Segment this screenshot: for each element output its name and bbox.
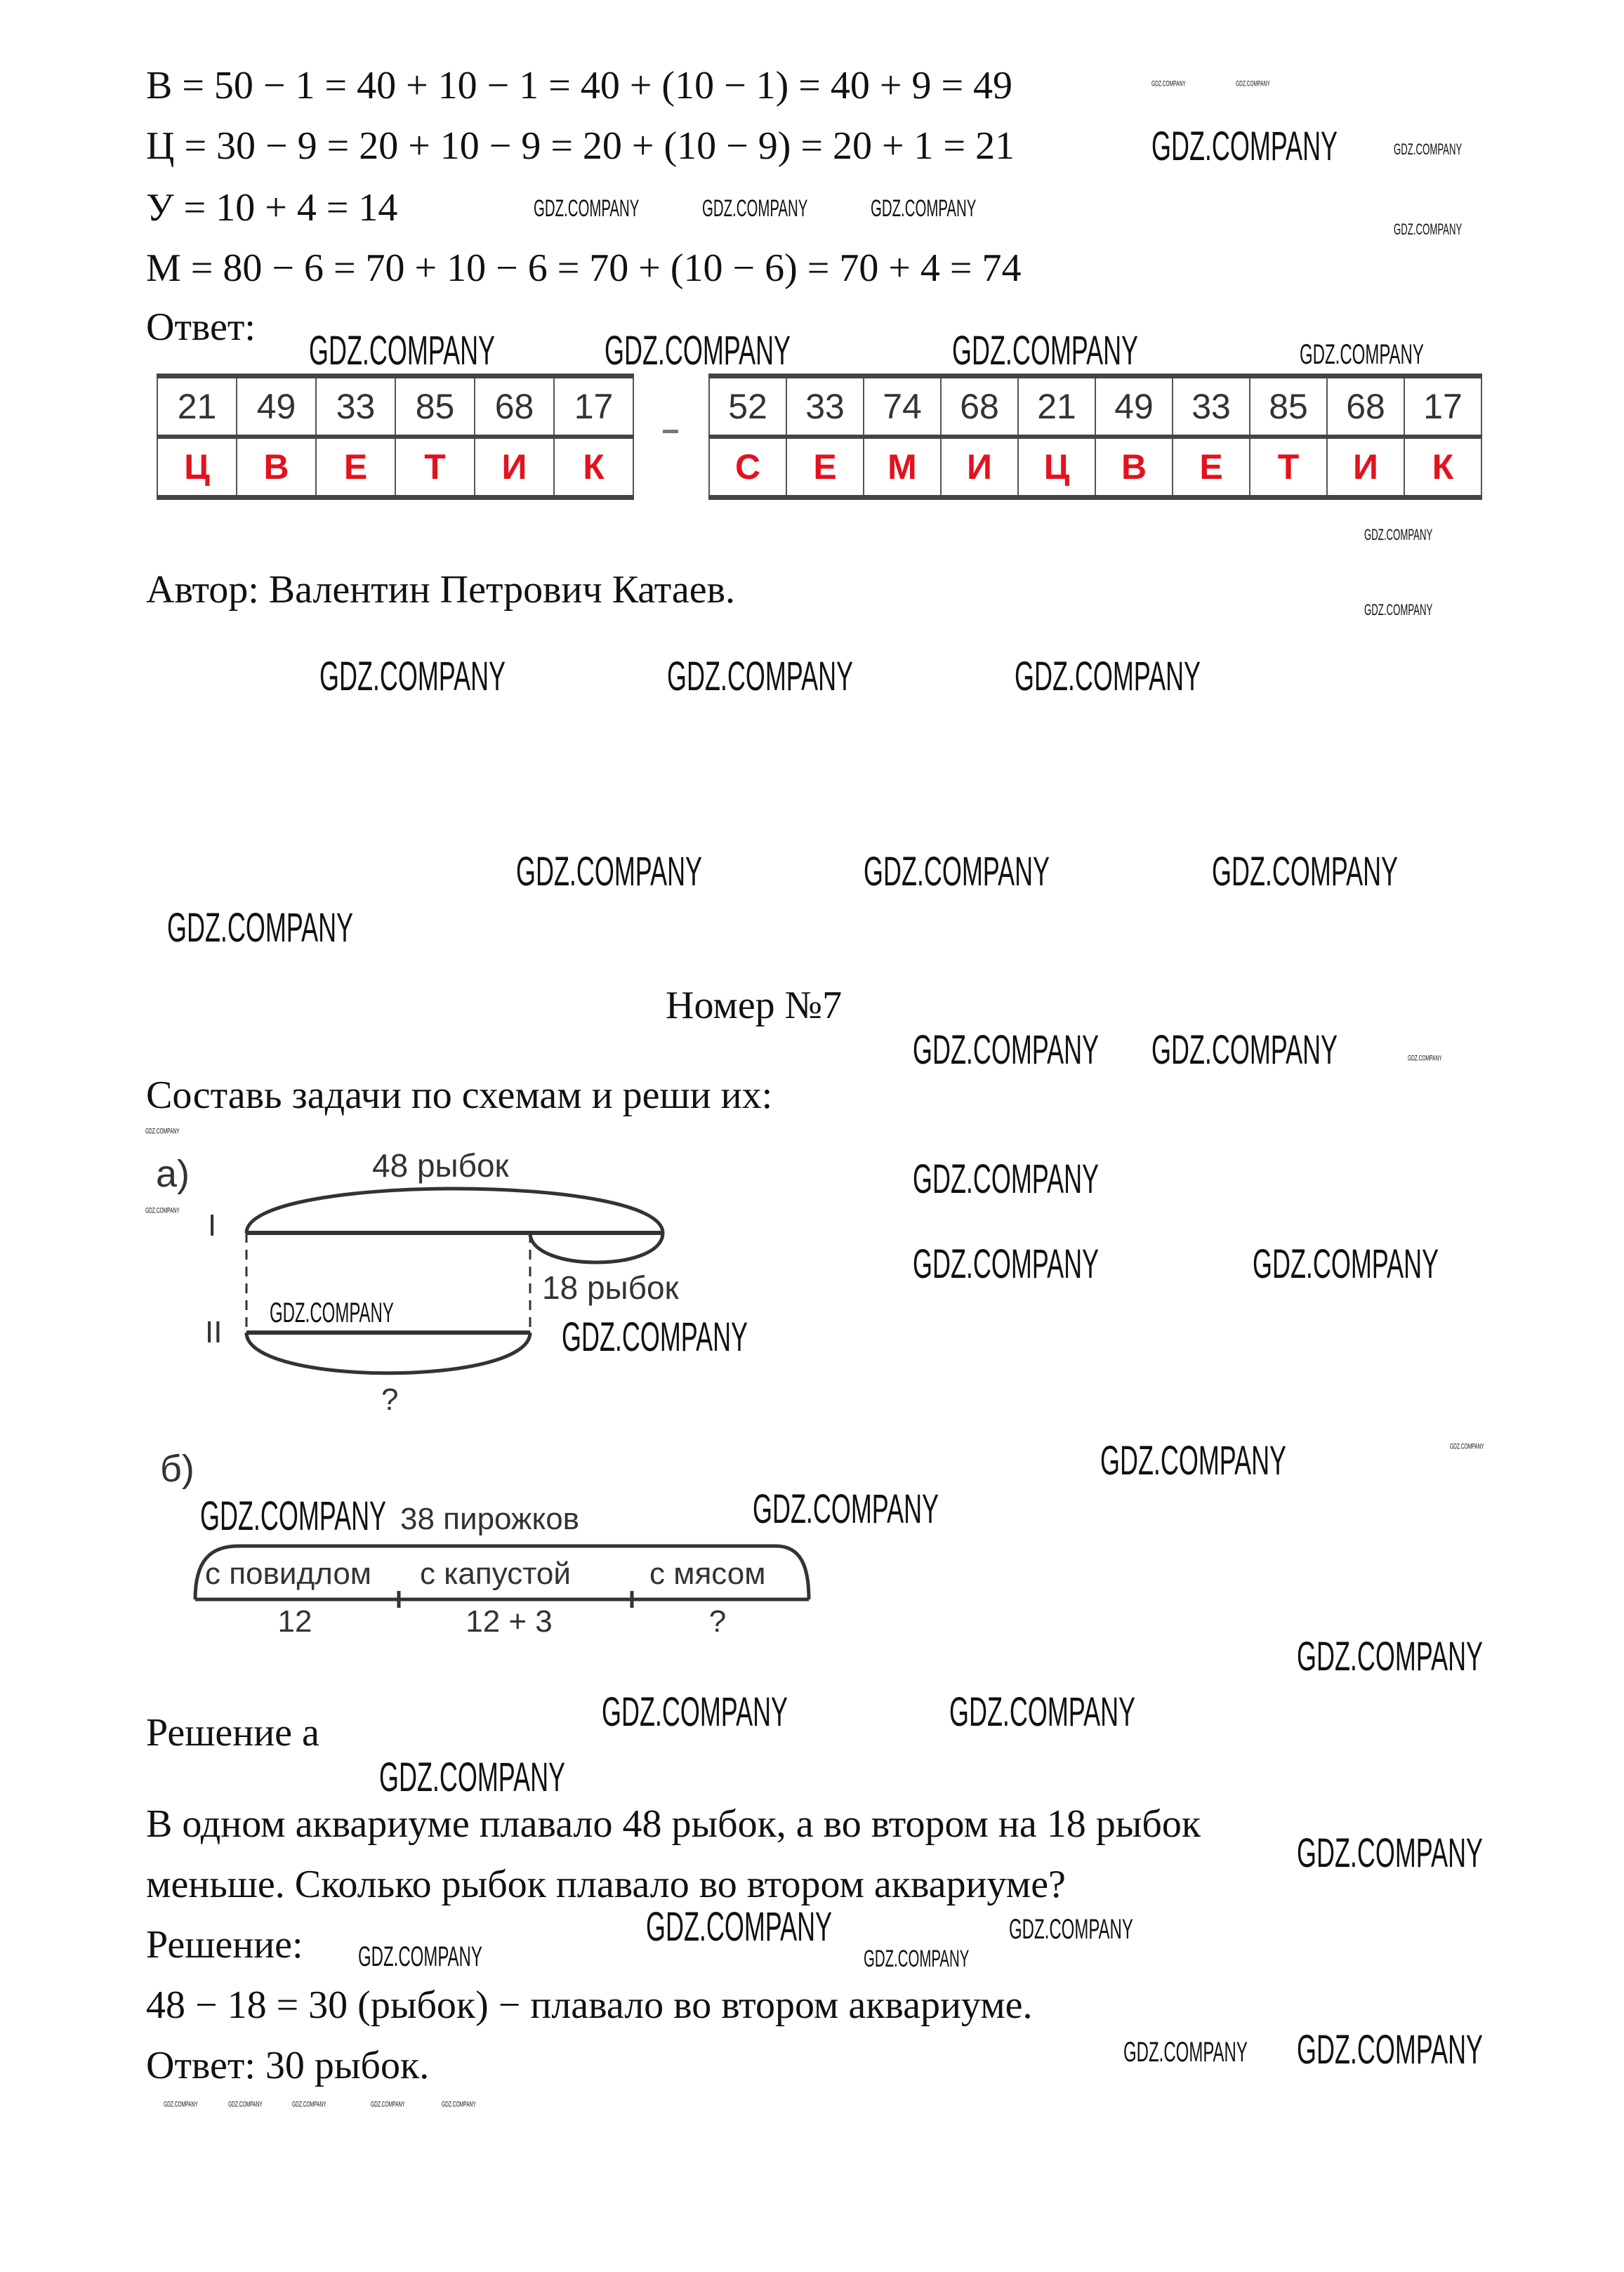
watermark: GDZ.COMPANY [1123, 2037, 1248, 2068]
table-cell: И [941, 437, 1018, 498]
watermark: GDZ.COMPANY [1394, 220, 1463, 238]
watermark: GDZ.COMPANY [913, 1027, 1100, 1073]
table-cell: 52 [709, 376, 786, 437]
table-cell: В [1095, 437, 1173, 498]
total-label: 38 пирожков [400, 1502, 580, 1536]
watermark: GDZ.COMPANY [167, 905, 354, 951]
table-cell: К [554, 437, 633, 498]
watermark: GDZ.COMPANY [145, 1206, 180, 1215]
watermark: GDZ.COMPANY [200, 1493, 387, 1539]
watermark: GDZ.COMPANY [1151, 1027, 1338, 1073]
table-cell: 85 [395, 376, 475, 437]
table-cell: Т [1250, 437, 1327, 498]
watermark: GDZ.COMPANY [1297, 1634, 1484, 1679]
part-label: с мясом [649, 1557, 766, 1591]
watermark: GDZ.COMPANY [1151, 79, 1186, 88]
watermark: GDZ.COMPANY [442, 2100, 476, 2109]
watermark: GDZ.COMPANY [228, 2100, 263, 2109]
watermark: GDZ.COMPANY [562, 1314, 748, 1360]
section-title: Номер №7 [666, 984, 843, 1027]
watermark: GDZ.COMPANY [702, 195, 808, 222]
table-cell: 74 [864, 376, 941, 437]
table-cell: 85 [1250, 376, 1327, 437]
watermark: GDZ.COMPANY [667, 654, 854, 699]
equation: 48 − 18 = 30 (рыбок) − плавало во втором аквариуме. [146, 1983, 1033, 2027]
watermark: GDZ.COMPANY [292, 2100, 326, 2109]
table-cell: Е [786, 437, 864, 498]
table-cell: 17 [1404, 376, 1481, 437]
answer-label: Ответ: [146, 305, 256, 349]
watermark: GDZ.COMPANY [1151, 124, 1338, 169]
watermark: GDZ.COMPANY [1394, 140, 1463, 158]
watermark: GDZ.COMPANY [1408, 1054, 1442, 1063]
watermark: GDZ.COMPANY [1297, 1830, 1484, 1876]
table-cell: 33 [316, 376, 395, 437]
table-cell: 68 [475, 376, 554, 437]
table-cell: 49 [1095, 376, 1173, 437]
diagram-a-label: а) [156, 1153, 190, 1195]
total-arc [246, 1189, 663, 1233]
table-cell: К [1404, 437, 1481, 498]
problem-line-2: меньше. Сколько рыбок плавало во втором аквариуме? [146, 1863, 1066, 1906]
watermark: GDZ.COMPANY [646, 1904, 833, 1950]
question-arc [246, 1333, 530, 1373]
watermark: GDZ.COMPANY [319, 654, 506, 699]
table-cell: 17 [554, 376, 633, 437]
watermark: GDZ.COMPANY [270, 1297, 394, 1328]
table-cell: С [709, 437, 786, 498]
part-label: с повидлом [205, 1557, 372, 1591]
watermark: GDZ.COMPANY [1297, 2027, 1484, 2073]
watermark: GDZ.COMPANY [949, 1689, 1136, 1735]
table-cell: В [237, 437, 316, 498]
watermark: GDZ.COMPANY [1364, 526, 1433, 543]
diff-label: 18 рыбок [542, 1269, 679, 1306]
table-cell: Е [316, 437, 395, 498]
table-cell: Е [1173, 437, 1250, 498]
problem-line-1: В одном аквариуме плавало 48 рыбок, а во втором на 18 рыбок [146, 1802, 1201, 1846]
watermark: GDZ.COMPANY [1015, 654, 1201, 699]
watermark: GDZ.COMPANY [1450, 1442, 1484, 1451]
task-text: Составь задачи по схемам и реши их: [146, 1074, 773, 1117]
watermark: GDZ.COMPANY [145, 1127, 180, 1136]
watermark: GDZ.COMPANY [164, 2100, 198, 2109]
table-cell: 49 [237, 376, 316, 437]
watermark: GDZ.COMPANY [602, 1689, 788, 1735]
watermark: GDZ.COMPANY [379, 1755, 566, 1800]
part-value: 12 + 3 [466, 1604, 553, 1639]
calc-line-v: В = 50 − 1 = 40 + 10 − 1 = 40 + (10 − 1) = 40 + 9 = 49 [146, 64, 1013, 107]
row-1-label: I [208, 1208, 217, 1243]
table-cell: 21 [1018, 376, 1095, 437]
table-cell: 68 [941, 376, 1018, 437]
diagram-b-label: б) [160, 1448, 194, 1490]
watermark: GDZ.COMPANY [534, 195, 640, 222]
watermark: GDZ.COMPANY [1253, 1241, 1439, 1287]
calc-line-u: У = 10 + 4 = 14 [146, 186, 398, 230]
watermark: GDZ.COMPANY [871, 195, 977, 222]
watermark: GDZ.COMPANY [309, 328, 496, 374]
table-cell: М [864, 437, 941, 498]
table-cell: 33 [1173, 376, 1250, 437]
watermark: GDZ.COMPANY [753, 1486, 939, 1532]
watermark: GDZ.COMPANY [516, 849, 703, 894]
author-line: Автор: Валентин Петрович Катаев. [146, 568, 736, 612]
part-label: с капустой [420, 1557, 571, 1591]
watermark: GDZ.COMPANY [371, 2100, 405, 2109]
watermark: GDZ.COMPANY [1236, 79, 1270, 88]
watermark: GDZ.COMPANY [1212, 849, 1399, 894]
watermark: GDZ.COMPANY [1300, 339, 1424, 370]
question-label: ? [381, 1382, 399, 1417]
watermark: GDZ.COMPANY [1100, 1438, 1287, 1484]
table-cell: И [475, 437, 554, 498]
table-cell: И [1327, 437, 1404, 498]
total-label: 48 рыбок [372, 1147, 509, 1184]
watermark: GDZ.COMPANY [358, 1941, 482, 1972]
table-cell: Т [395, 437, 475, 498]
table-cell: Ц [1018, 437, 1095, 498]
watermark: GDZ.COMPANY [864, 849, 1050, 894]
part-value: 12 [277, 1604, 312, 1639]
watermark: GDZ.COMPANY [913, 1156, 1100, 1202]
watermark: GDZ.COMPANY [864, 1946, 970, 1972]
row-2-label: II [205, 1315, 223, 1349]
table-cell: Ц [157, 437, 237, 498]
watermark: GDZ.COMPANY [1009, 1914, 1133, 1945]
watermark: GDZ.COMPANY [605, 328, 791, 374]
part-value: ? [708, 1604, 727, 1639]
final-answer: Ответ: 30 рыбок. [146, 2044, 430, 2087]
watermark: GDZ.COMPANY [952, 328, 1139, 374]
calc-line-ts: Ц = 30 − 9 = 20 + 10 − 9 = 20 + (10 − 9) = 20 + 1 = 21 [146, 124, 1015, 168]
watermark: GDZ.COMPANY [1364, 601, 1433, 619]
table-cell: 33 [786, 376, 864, 437]
solution-heading: Решение а [146, 1711, 319, 1755]
calc-line-m: М = 80 − 6 = 70 + 10 − 6 = 70 + (10 − 6) = 70 + 4 = 74 [146, 246, 1022, 290]
diff-arc [530, 1233, 663, 1262]
watermark: GDZ.COMPANY [913, 1241, 1100, 1287]
solution-label: Решение: [146, 1923, 303, 1967]
table-cell: 21 [157, 376, 237, 437]
table-cell: 68 [1327, 376, 1404, 437]
